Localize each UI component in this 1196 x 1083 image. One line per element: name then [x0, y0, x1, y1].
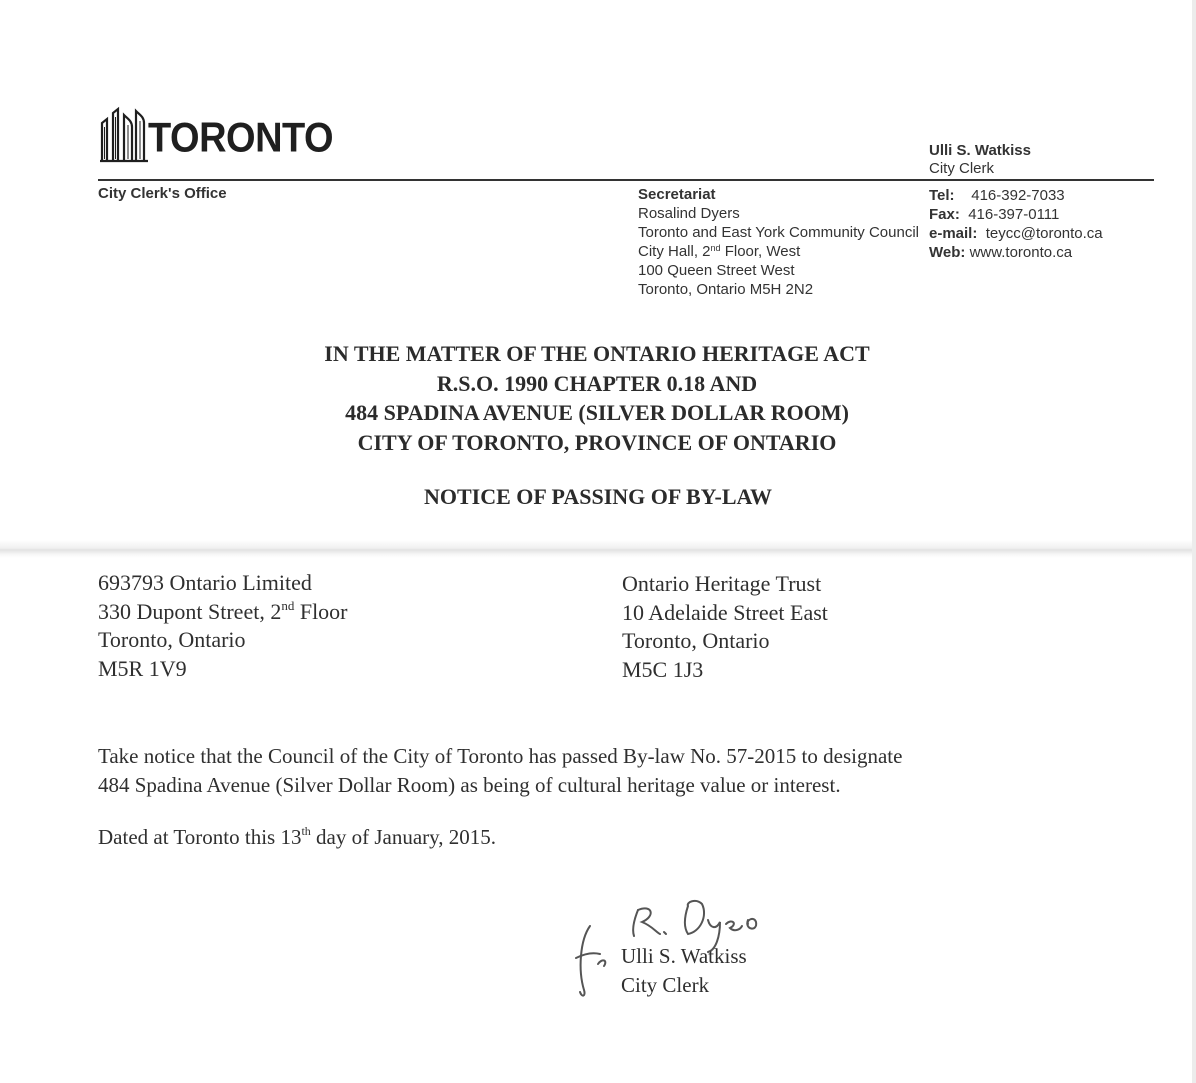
recipient-left-postal: M5R 1V9: [98, 655, 187, 681]
signer-title: City Clerk: [621, 973, 710, 997]
heading-line-1: IN THE MATTER OF THE ONTARIO HERITAGE ACT: [324, 341, 870, 366]
recipient-left-city: Toronto, Ontario: [98, 627, 246, 652]
secretariat-city: Toronto, Ontario M5H 2N2: [638, 281, 814, 298]
secretariat-street: 100 Queen Street West: [638, 262, 795, 279]
secretariat-name: Rosalind Dyers: [638, 205, 740, 222]
secretariat-heading: Secretariat: [638, 186, 716, 203]
recipient-right-name: Ontario Heritage Trust: [622, 571, 822, 596]
matter-heading: [0, 339, 1196, 457]
toronto-logo: [98, 105, 334, 165]
signer-block: [621, 942, 747, 1000]
paper-fold: [0, 540, 1196, 558]
recipient-left: [98, 569, 348, 683]
body-line-2: 484 Spadina Avenue (Silver Dollar Room) as being of cultural heritage value or interest.: [98, 773, 841, 797]
clerk-name: Ulli S. Watkiss: [929, 142, 1031, 159]
secretariat-council: Toronto and East York Community Council: [638, 224, 919, 241]
logo-wordmark: TORONTO: [148, 115, 334, 162]
contact-tel: Tel: 416-392-7033: [929, 187, 1065, 204]
notice-title: NOTICE OF PASSING OF BY-LAW: [424, 484, 772, 509]
signer-name: Ulli S. Watkiss: [621, 944, 747, 968]
city-hall-icon: [98, 105, 150, 163]
recipient-right: [622, 570, 828, 684]
recipient-left-name: 693793 Ontario Limited: [98, 570, 312, 595]
recipient-right-street: 10 Adelaide Street East: [622, 599, 828, 625]
heading-line-2: R.S.O. 1990 CHAPTER 0.18 AND: [436, 370, 758, 396]
body-line-1: Take notice that the Council of the City of Toronto has passed By-law No. 57-2015 to designate: [98, 744, 903, 768]
contact-fax: Fax: 416-397-0111: [929, 206, 1060, 223]
notice-body: [98, 742, 1098, 800]
contact-email: e-mail: teycc@toronto.ca: [929, 225, 1103, 242]
paper-edge: [1192, 0, 1196, 1083]
secretariat-hall: City Hall, 2nd Floor, West: [638, 243, 801, 260]
dated-line: Dated at Toronto this 13th day of January, 2015.: [98, 824, 497, 849]
recipient-right-postal: M5C 1J3: [622, 656, 704, 682]
heading-line-4: CITY OF TORONTO, PROVINCE OF ONTARIO: [357, 429, 837, 455]
letterhead-rule: [98, 179, 1154, 181]
contact-block: [929, 186, 1103, 262]
clerk-block: [929, 142, 1031, 178]
recipient-left-street: 330 Dupont Street, 2nd Floor: [98, 597, 348, 624]
secretariat-block: [638, 185, 919, 299]
recipient-right-city: Toronto, Ontario: [622, 628, 770, 653]
office-name: City Clerk's Office: [98, 185, 227, 202]
heading-line-3: 484 SPADINA AVENUE (SILVER DOLLAR ROOM): [345, 400, 849, 425]
contact-web: Web: www.toronto.ca: [929, 244, 1073, 261]
clerk-title: City Clerk: [929, 160, 995, 177]
